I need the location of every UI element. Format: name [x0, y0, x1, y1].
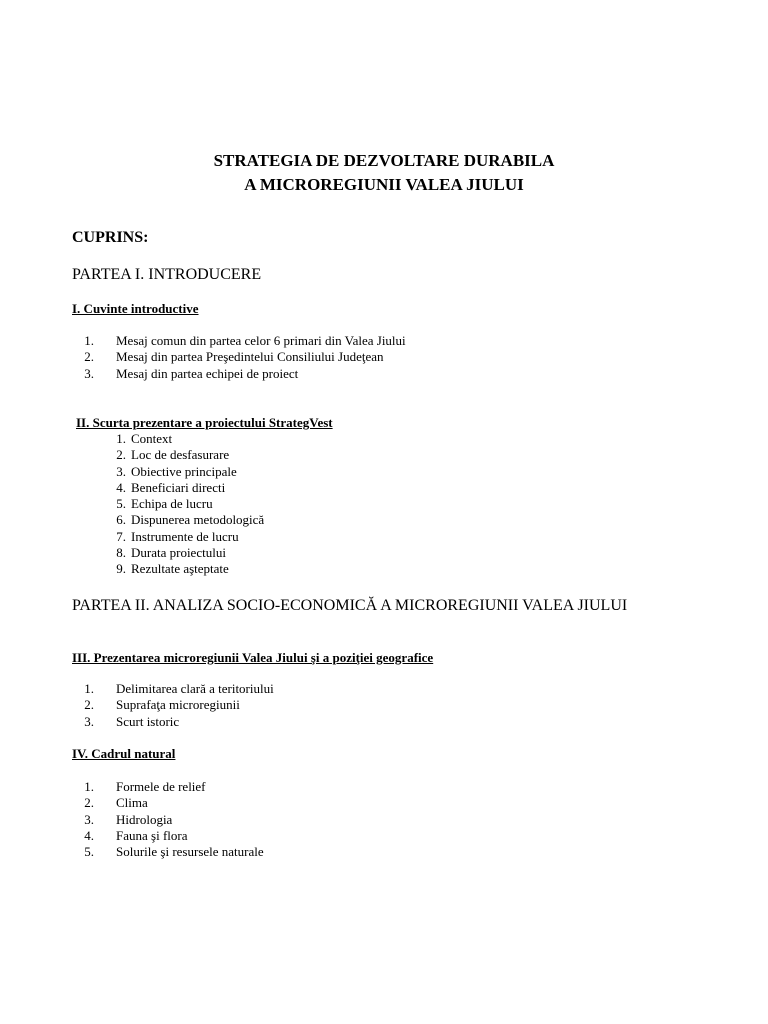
list-item-number: 7.	[116, 528, 126, 544]
list-item-text: Hidrologia	[116, 811, 173, 827]
part-2-heading: PARTEA II. ANALIZA SOCIO-ECONOMICĂ A MICROREGIUNII VALEA JIULUI	[72, 597, 628, 614]
list-item-number: 1.	[84, 333, 94, 348]
section-3-heading: III. Prezentarea microregiunii Valea Jiului şi a poziţiei geografice	[72, 650, 434, 665]
section-4-heading: IV. Cadrul natural	[72, 746, 176, 761]
list-item-text: Obiective principale	[131, 463, 237, 479]
list-item-number: 1.	[116, 431, 126, 446]
list-item-text: Beneficiari directi	[131, 479, 226, 495]
list-item-text: Dispunerea metodologică	[131, 512, 265, 528]
list-item-text: Scurt istoric	[116, 713, 180, 729]
contents-heading: CUPRINS:	[72, 229, 149, 246]
list-item-number: 3.	[116, 463, 126, 479]
list-item-text: Fauna şi flora	[116, 827, 188, 843]
section-2-heading: II. Scurta prezentare a proiectului StrategVest	[76, 415, 333, 430]
list-item-number: 4.	[116, 479, 126, 495]
list-item-number: 5.	[116, 496, 126, 512]
list-item-number: 1.	[84, 681, 94, 696]
list-item-number: 3.	[84, 811, 94, 827]
list-item-number: 1.	[84, 779, 94, 794]
list-item-text: Instrumente de lucru	[131, 528, 239, 544]
list-item-number: 4.	[84, 827, 94, 843]
list-item-number: 2.	[84, 795, 94, 811]
list-item-number: 3.	[84, 713, 94, 729]
list-item-number: 2.	[84, 349, 94, 365]
list-item-text: Context	[131, 431, 173, 446]
section-1-heading: I. Cuvinte introductive	[72, 301, 199, 316]
list-item-text: Clima	[116, 795, 148, 811]
list-item-number: 8.	[116, 545, 126, 561]
list-item-text: Suprafaţa microregiunii	[116, 697, 240, 713]
list-item-text: Mesaj din partea Preşedintelui Consiliului Judeţean	[116, 349, 384, 365]
list-item-text: Mesaj din partea echipei de proiect	[116, 365, 299, 381]
list-item-text: Durata proiectului	[131, 545, 226, 561]
list-item-text: Solurile şi resursele naturale	[116, 844, 264, 860]
list-item-text: Formele de relief	[116, 779, 206, 794]
list-item-number: 3.	[84, 365, 94, 381]
list-item-number: 6.	[116, 512, 126, 528]
document-title-line-1: STRATEGIA DE DEZVOLTARE DURABILA	[213, 151, 555, 170]
document-title-line-2: A MICROREGIUNII VALEA JIULUI	[244, 175, 524, 194]
list-item-text: Echipa de lucru	[131, 496, 213, 512]
list-item-text: Mesaj comun din partea celor 6 primari din Valea Jiului	[116, 333, 406, 348]
list-item-number: 2.	[84, 697, 94, 713]
list-item-text: Rezultate aşteptate	[131, 561, 229, 577]
list-item-number: 2.	[116, 447, 126, 463]
list-item-number: 9.	[116, 561, 126, 577]
list-item-text: Loc de desfasurare	[131, 447, 230, 463]
part-1-heading: PARTEA I. INTRODUCERE	[72, 266, 262, 283]
list-item-text: Delimitarea clară a teritoriului	[116, 681, 274, 696]
list-item-number: 5.	[84, 844, 94, 860]
